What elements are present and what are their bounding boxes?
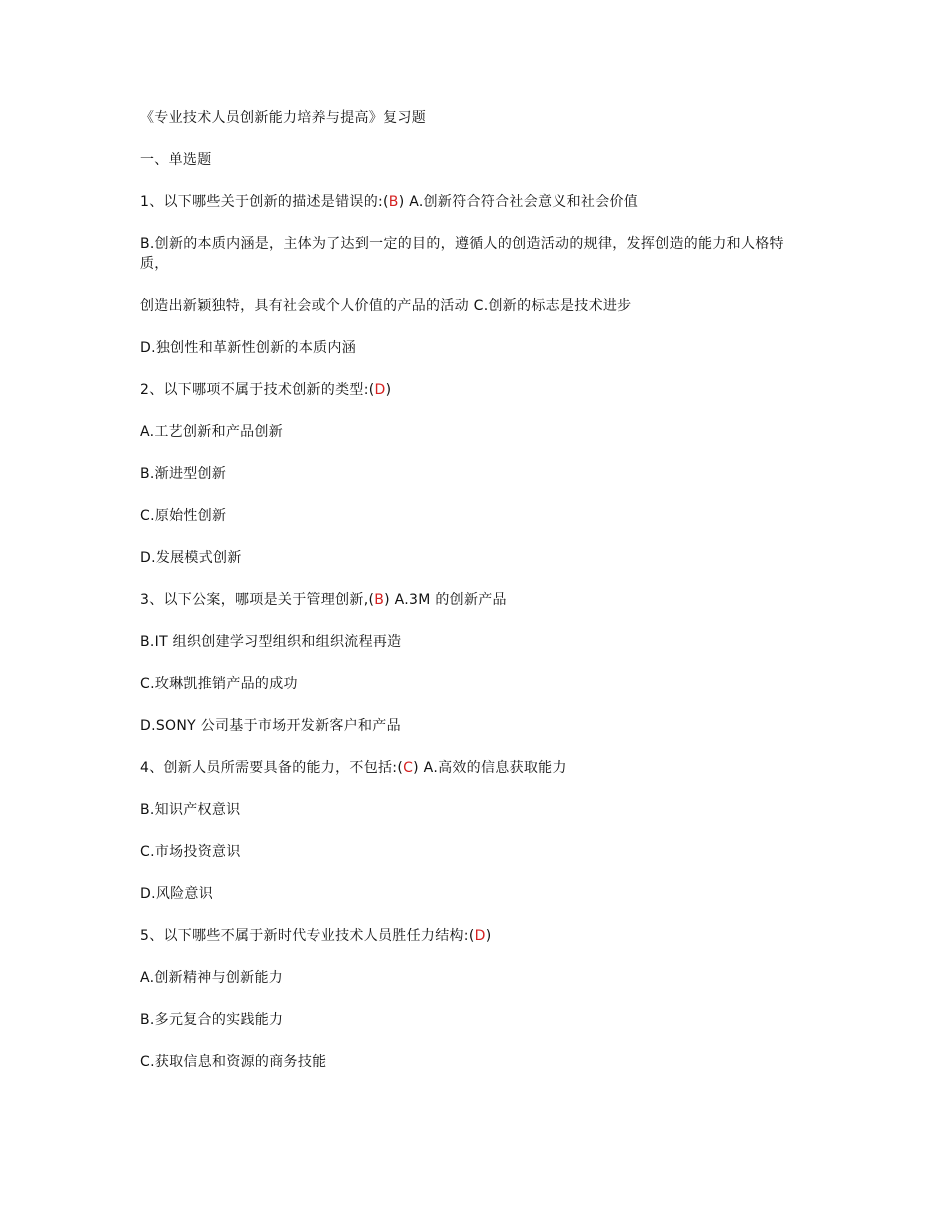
question-5-option-a: A.创新精神与创新能力 <box>140 970 284 986</box>
question-4-option-d: D.风险意识 <box>140 886 214 902</box>
question-2-option-b: B.渐进型创新 <box>140 466 227 482</box>
question-1-option-b-cont: 创造出新颖独特，具有社会或个人价值的产品的活动 C.创新的标志是技术进步 <box>140 298 632 314</box>
question-5-option-c: C.获取信息和资源的商务技能 <box>140 1054 327 1070</box>
question-1-option-b: B.创新的本质内涵是，主体为了达到一定的目的，遵循人的创造活动的规律，发挥创造的能力和人格特质， <box>140 236 784 272</box>
question-2-option-c: C.原始性创新 <box>140 508 227 524</box>
question-4-answer: C <box>403 760 414 776</box>
question-3-option-c: C.玫琳凯推销产品的成功 <box>140 676 298 692</box>
question-1-stem-pre: 1、以下哪些关于创新的描述是错误的:( <box>140 194 389 210</box>
question-2-stem-post: ) <box>385 382 392 398</box>
question-5-stem-post: ) <box>485 928 492 944</box>
question-1-stem-post: ) A.创新符合符合社会意义和社会价值 <box>398 194 639 210</box>
question-2-stem-pre: 2、以下哪项不属于技术创新的类型:( <box>140 382 375 398</box>
question-5-option-b: B.多元复合的实践能力 <box>140 1012 284 1028</box>
question-3-stem-post: ) A.3M 的创新产品 <box>384 592 507 608</box>
question-2-option-a: A.工艺创新和产品创新 <box>140 424 284 440</box>
question-4-option-b: B.知识产权意识 <box>140 802 241 818</box>
document-title: 《专业技术人员创新能力培养与提高》复习题 <box>140 110 426 126</box>
question-5-stem-pre: 5、以下哪些不属于新时代专业技术人员胜任力结构:( <box>140 928 475 944</box>
section-heading: 一、单选题 <box>140 152 212 168</box>
question-5-stem <box>140 926 810 946</box>
question-3-option-d: D.SONY 公司基于市场开发新客户和产品 <box>140 718 401 734</box>
question-3-stem-pre: 3、以下公案，哪项是关于管理创新,( <box>140 592 375 608</box>
question-2-option-d: D.发展模式创新 <box>140 550 242 566</box>
question-4-stem-pre: 4、创新人员所需要具备的能力，不包括:( <box>140 760 404 776</box>
question-5-answer: D <box>474 928 486 944</box>
question-3-option-b: B.IT 组织创建学习型组织和组织流程再造 <box>140 634 402 650</box>
question-1-option-d: D.独创性和革新性创新的本质内涵 <box>140 340 357 356</box>
question-3-answer: B <box>374 592 385 608</box>
document-page <box>140 108 810 1094</box>
question-1-stem <box>140 192 810 212</box>
question-2-stem <box>140 380 810 400</box>
question-1-answer: B <box>388 194 399 210</box>
question-3-stem <box>140 590 810 610</box>
question-2-answer: D <box>374 382 386 398</box>
question-4-stem-post: ) A.高效的信息获取能力 <box>413 760 567 776</box>
question-4-stem <box>140 758 810 778</box>
question-4-option-c: C.市场投资意识 <box>140 844 241 860</box>
